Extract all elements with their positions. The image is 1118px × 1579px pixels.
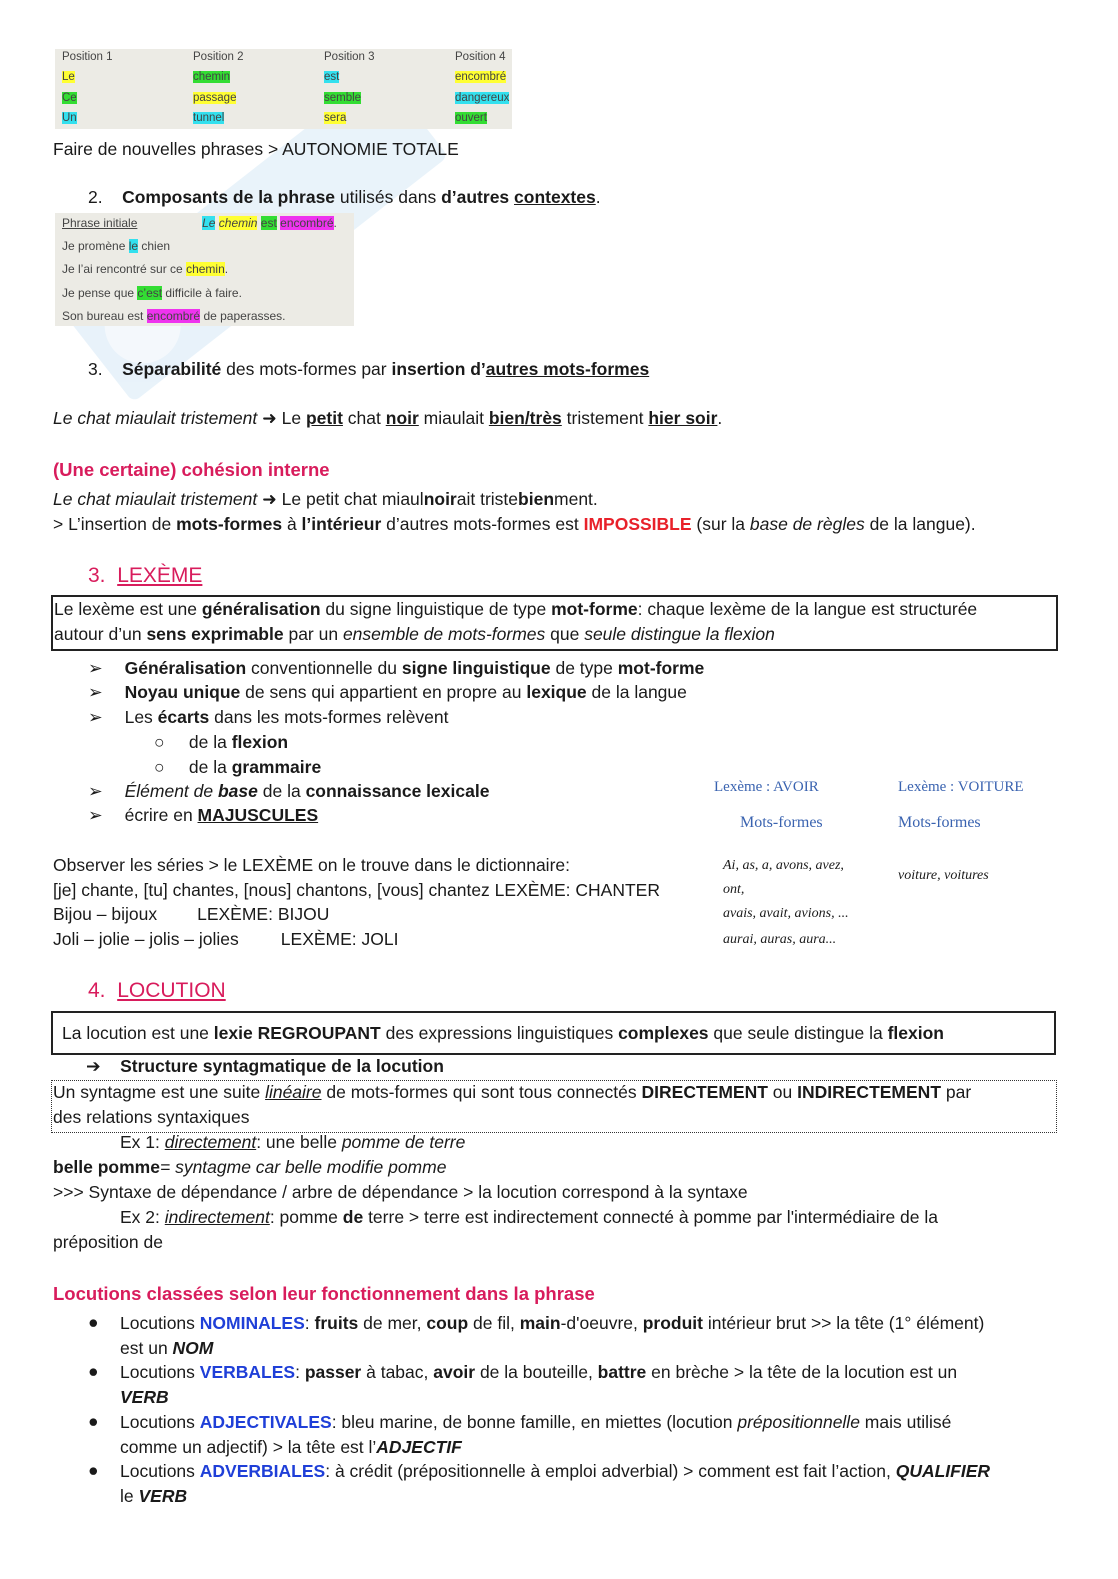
arrow-right-icon: ➔ [86,1056,101,1076]
lexeme-avoir-heading: Lexème : AVOIR [714,779,819,795]
arrow-bullet-icon: ➢ [88,658,103,678]
bullet-icon: ● [88,1411,99,1431]
position-table [55,49,512,129]
table-row: Je promène le chien [62,239,171,253]
example-2: Ex 2: indirectement: pomme de terre > terre est indirectement connecté à pomme par l'intermédiaire de la [120,1207,939,1227]
table-header: Position 4 [455,51,506,63]
list-item: ➢ écrire en MAJUSCULES [88,805,319,825]
table-cell: est [324,71,340,83]
observation-line: Joli – jolie – jolis – jolies LEXÈME: JOLI [53,929,399,949]
list-item: Locutions NOMINALES: fruits de mer, coup de fil, main-d'oeuvre, produit intérieur brut >> la tête (1° élément) [120,1313,985,1333]
lexeme-voiture-heading: Lexème : VOITURE [898,779,1024,795]
list-item: Locutions ADVERBIALES: à crédit (prépositionnelle à emploi adverbial) > comment est fait l’action, QUALIFIER [120,1461,991,1481]
table-cell: passage [193,92,237,104]
section-4-heading: 4. LOCUTION [88,979,226,1002]
circle-bullet-icon: ○ [154,757,165,777]
item-3: 3. Séparabilité des mots-formes par insertion d’autres mots-formes [88,359,650,379]
separability-example: Le chat miaulait tristement ➜ Le petit chat noir miaulait bien/très tristement hier soir. [53,408,723,428]
list-item: Locutions VERBALES: passer à tabac, avoir de la bouteille, battre en brèche > la tête de la locution est un [120,1362,958,1382]
arrow-bullet-icon: ➢ [88,805,103,825]
example-2b: préposition de [53,1232,163,1252]
syntagme-def-2: des relations syntaxiques [53,1107,250,1127]
structure-heading: ➔ Structure syntagmatique de la locution [86,1056,444,1076]
cohesion-line-2: > L’insertion de mots-formes à l’intérieur d’autres mots-formes est IMPOSSIBLE (sur la base de règles de la langue). [53,514,976,534]
table-cell: dangereux [455,92,510,104]
list-item: ➢ Élément de base de la connaissance lexicale [88,781,490,801]
list-item: Locutions ADJECTIVALES: bleu marine, de bonne famille, en miettes (locution prépositionnelle mais utilisé [120,1412,952,1432]
syntagme-def-1: Un syntagme est une suite linéaire de mots-formes qui sont tous connectés DIRECTEMENT ou INDIRECTEMENT par [53,1082,972,1102]
bullet-icon: ● [88,1361,99,1381]
table-cell: Ce [62,92,77,104]
observation-line: Observer les séries > le LEXÈME on le trouve dans le dictionnaire: [53,855,570,875]
voiture-forms: voiture, voitures [898,868,989,883]
table-header: Position 3 [324,51,375,63]
intro-line: Faire de nouvelles phrases > AUTONOMIE TOTALE [53,139,459,159]
table-row: Je pense que c’est difficile à faire. [62,286,242,300]
cohesion-line-1: Le chat miaulait tristement ➜ Le petit chat miaulnoirait tristebienment. [53,489,598,509]
lexeme-def-1: Le lexème est une généralisation du signe linguistique de type mot-forme: chaque lexème de la langue est structurée [54,599,978,619]
locutions-heading: Locutions classées selon leur fonctionnement dans la phrase [53,1283,595,1304]
list-item-cont: comme un adjectif) > la tête est l’ADJECTIF [120,1437,462,1457]
avoir-form: avais, avait, avions, ... [723,906,849,921]
table-cell: ouvert [455,112,487,124]
table-cell: tunnel [193,112,225,124]
table-header: Position 2 [193,51,244,63]
list-item-cont: est un NOM [120,1338,214,1358]
mots-formes-label: Mots-formes [898,814,981,831]
table-cell: encombré [455,71,507,83]
item-2: 2. Composants de la phrase utilisés dans d’autres contextes. [88,187,601,207]
avoir-form: aurai, auras, aura... [723,932,837,947]
table-header: Position 1 [62,51,113,63]
list-item: ➢ Noyau unique de sens qui appartient en propre au lexique de la langue [88,682,687,702]
list-item-cont: VERB [120,1387,169,1407]
arrow-bullet-icon: ➢ [88,682,103,702]
context-table [55,213,354,326]
table-cell: sera [324,112,347,124]
list-item: ○ de la flexion [154,732,289,752]
circle-bullet-icon: ○ [154,732,165,752]
table-row: Phrase initiale Le chemin est encombré. [62,216,337,230]
list-item: ○ de la grammaire [154,757,322,777]
table-cell: Un [62,112,77,124]
avoir-form: Ai, as, a, avons, avez, [723,858,844,873]
list-item: ➢ Les écarts dans les mots-formes relèvent [88,707,449,727]
observation-line: [je] chante, [tu] chantes, [nous] chantons, [vous] chantez LEXÈME: CHANTER [53,880,660,900]
section-3-heading: 3. LEXÈME [88,564,203,587]
table-cell: chemin [193,71,231,83]
example-1b: belle pomme= syntagme car belle modifie pomme [53,1157,447,1177]
example-1c: >>> Syntaxe de dépendance / arbre de dépendance > la locution correspond à la syntaxe [53,1182,748,1202]
table-row: Je l’ai rencontré sur ce chemin. [62,262,229,276]
table-cell: Le [62,71,75,83]
observation-line: Bijou – bijoux LEXÈME: BIJOU [53,904,330,924]
table-row: Son bureau est encombré de paperasses. [62,309,286,323]
bullet-icon: ● [88,1460,99,1480]
arrow-bullet-icon: ➢ [88,781,103,801]
list-item-cont: le VERB [120,1486,188,1506]
locution-def: La locution est une lexie REGROUPANT des expressions linguistiques complexes que seule distingue la flexion [62,1023,944,1043]
table-cell: semble [324,92,362,104]
example-1: Ex 1: directement: une belle pomme de terre [120,1132,466,1152]
arrow-bullet-icon: ➢ [88,707,103,727]
mots-formes-label: Mots-formes [740,814,823,831]
cohesion-heading: (Une certaine) cohésion interne [53,459,330,480]
bullet-icon: ● [88,1312,99,1332]
list-item: ➢ Généralisation conventionnelle du signe linguistique de type mot-forme [88,658,705,678]
lexeme-def-2: autour d’un sens exprimable par un ensemble de mots-formes que seule distingue la flexion [54,624,775,644]
avoir-form: ont, [723,882,745,897]
